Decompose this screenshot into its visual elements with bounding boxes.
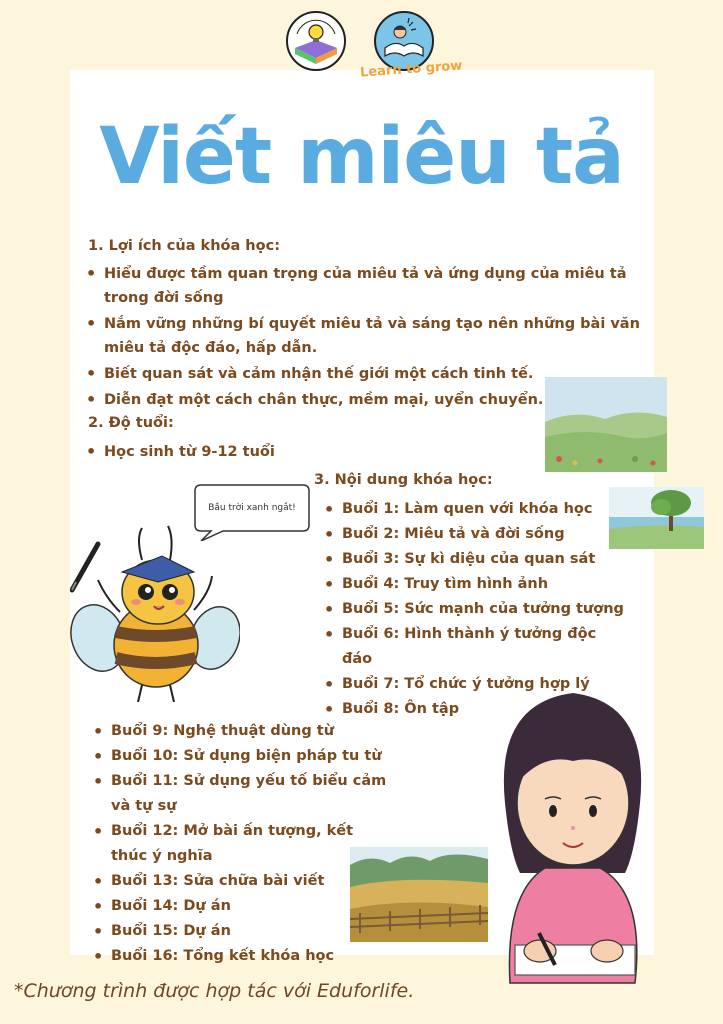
speech-bubble-text: Bầu trời xanh ngắt! xyxy=(208,503,296,513)
list-item: • Học sinh từ 9-12 tuổi xyxy=(86,440,386,464)
section2-heading: 2. Độ tuổi: xyxy=(88,415,174,431)
list-item: • Buổi 16: Tổng kết khóa học xyxy=(93,944,393,969)
list-item: • Buổi 1: Làm quen với khóa học xyxy=(324,497,624,522)
footer-note: *Chương trình được hợp tác với Eduforlife. xyxy=(14,980,415,1002)
age-list xyxy=(86,440,386,464)
page-title: Viết miêu tả xyxy=(99,112,624,202)
list-item: • Buổi 4: Truy tìm hình ảnh xyxy=(324,572,624,597)
list-item: • Buổi 14: Dự án xyxy=(93,894,393,919)
list-item: • Buổi 2: Miêu tả và đời sống xyxy=(324,522,624,547)
girl-writing-illustration xyxy=(485,683,660,993)
list-item: • Buổi 13: Sửa chữa bài viết xyxy=(93,869,393,894)
school-logo-icon xyxy=(285,10,347,72)
field-landscape-illustration xyxy=(350,847,488,942)
list-item: • Buổi 11: Sử dụng yếu tố biểu cảm và tự sự xyxy=(93,769,393,819)
list-item: • Buổi 8: Ôn tập xyxy=(324,697,624,722)
bee-mascot-illustration xyxy=(70,520,240,705)
list-item: • Nắm vững những bí quyết miêu tả và sáng tạo nên những bài văn miêu tả độc đáo, hấp dẫn. xyxy=(86,312,649,360)
list-item: • Buổi 9: Nghệ thuật dùng từ xyxy=(93,719,393,744)
sessions-list-b xyxy=(93,719,393,969)
list-item: • Buổi 10: Sử dụng biện pháp tu từ xyxy=(93,744,393,769)
hills-landscape-illustration xyxy=(545,377,667,472)
section1-heading: 1. Lợi ích của khóa học: xyxy=(88,238,280,254)
list-item: • Buổi 3: Sự kì diệu của quan sát xyxy=(324,547,624,572)
list-item: • Buổi 15: Dự án xyxy=(93,919,393,944)
tree-landscape-illustration xyxy=(609,487,704,549)
brand-tagline: Learn to grow xyxy=(359,58,463,81)
list-item: • Buổi 6: Hình thành ý tưởng độc đáo xyxy=(324,622,624,672)
list-item: • Diễn đạt một cách chân thực, mềm mại, uyển chuyển. xyxy=(86,388,646,412)
list-item: • Hiểu được tầm quan trọng của miêu tả và ứng dụng của miêu tả trong đời sống xyxy=(86,262,649,310)
list-item: • Biết quan sát và cảm nhận thế giới một cách tinh tế. xyxy=(86,362,646,386)
list-item: • Buổi 12: Mở bài ấn tượng, kết thúc ý nghĩa xyxy=(93,819,393,869)
list-item: • Buổi 5: Sức mạnh của tưởng tượng xyxy=(324,597,624,622)
list-item: • Buổi 7: Tổ chức ý tưởng hợp lý xyxy=(324,672,624,697)
section3-heading: 3. Nội dung khóa học: xyxy=(314,472,493,488)
